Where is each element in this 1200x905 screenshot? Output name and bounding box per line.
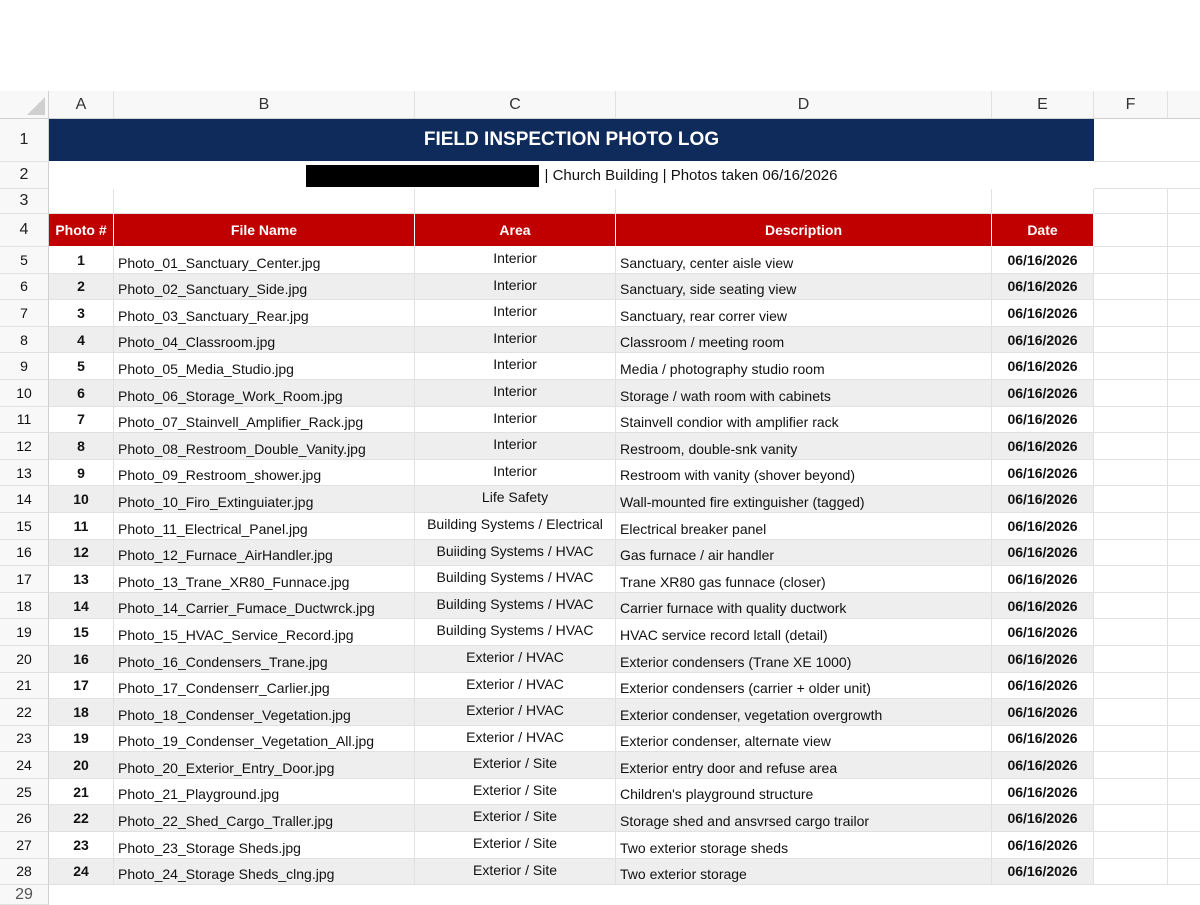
date-cell[interactable]: 06/16/2026	[992, 300, 1094, 327]
description-cell[interactable]: Storage / wath room with cabinets	[616, 380, 992, 407]
empty-cell[interactable]	[1094, 486, 1168, 513]
area-cell[interactable]: Building Systems / HVAC	[415, 619, 616, 646]
row-header[interactable]: 10	[0, 380, 49, 407]
table-row	[0, 805, 1200, 832]
sheet-row-4	[0, 214, 1200, 247]
file-name-cell[interactable]: Photo_04_Classroom.jpg	[114, 327, 415, 354]
empty-cell[interactable]	[1168, 214, 1200, 247]
empty-cell[interactable]	[1094, 119, 1200, 162]
file-name-cell[interactable]: Photo_19_Condenser_Vegetation_All.jpg	[114, 726, 415, 753]
area-cell[interactable]: Exterior / HVAC	[415, 699, 616, 726]
file-name-cell[interactable]: Photo_16_Condensers_Trane.jpg	[114, 646, 415, 673]
column-header-d[interactable]: D	[616, 91, 992, 119]
date-cell[interactable]: 06/16/2026	[992, 486, 1094, 513]
photo-number-cell[interactable]: 23	[49, 832, 114, 859]
column-header-a[interactable]: A	[49, 91, 114, 119]
date-cell[interactable]: 06/16/2026	[992, 619, 1094, 646]
description-cell[interactable]: Exterior condensers (carrier + older unit)	[616, 673, 992, 700]
empty-cell[interactable]	[1094, 433, 1168, 460]
photo-number-cell[interactable]: 10	[49, 486, 114, 513]
file-name-cell[interactable]: Photo_10_Firo_Extinguiater.jpg	[114, 486, 415, 513]
photo-number-cell[interactable]: 18	[49, 699, 114, 726]
empty-cell[interactable]	[1168, 353, 1200, 380]
area-cell[interactable]: Buiiding Systems / HVAC	[415, 540, 616, 567]
table-row	[0, 327, 1200, 354]
table-row	[0, 540, 1200, 567]
row-header[interactable]: 8	[0, 327, 49, 354]
description-cell[interactable]: Wall-mounted fire extinguisher (tagged)	[616, 486, 992, 513]
empty-cell[interactable]	[1094, 619, 1168, 646]
date-cell[interactable]: 06/16/2026	[992, 433, 1094, 460]
empty-cell[interactable]	[992, 189, 1094, 214]
table-row	[0, 380, 1200, 407]
date-cell[interactable]: 06/16/2026	[992, 752, 1094, 779]
empty-cell[interactable]	[1094, 593, 1168, 620]
row-header[interactable]: 26	[0, 805, 49, 832]
file-name-cell[interactable]: Photo_13_Trane_XR80_Funnace.jpg	[114, 566, 415, 593]
table-row	[0, 619, 1200, 646]
file-name-cell[interactable]: Photo_17_Condenserr_Carlier.jpg	[114, 673, 415, 700]
empty-cell[interactable]	[1094, 189, 1168, 214]
empty-cell[interactable]	[1168, 673, 1200, 700]
area-cell[interactable]: Exterior / Site	[415, 752, 616, 779]
table-row	[0, 433, 1200, 460]
area-cell[interactable]: Interior	[415, 327, 616, 354]
area-cell[interactable]: Building Systems / HVAC	[415, 593, 616, 620]
row-header[interactable]: 9	[0, 353, 49, 380]
file-name-cell[interactable]: Photo_23_Storage Sheds.jpg	[114, 832, 415, 859]
table-row	[0, 566, 1200, 593]
table-row	[0, 726, 1200, 753]
file-name-cell[interactable]: Photo_24_Storage Sheds_clng.jpg	[114, 859, 415, 886]
file-name-cell[interactable]: Photo_08_Restroom_Double_Vanity.jpg	[114, 433, 415, 460]
area-cell[interactable]: Interior	[415, 247, 616, 274]
file-name-cell[interactable]: Photo_07_Stainvell_Amplifier_Rack.jpg	[114, 407, 415, 434]
description-cell[interactable]: Carrier furnace with quality ductwork	[616, 593, 992, 620]
empty-cell[interactable]	[1168, 407, 1200, 434]
table-row	[0, 513, 1200, 540]
empty-cell[interactable]	[1168, 646, 1200, 673]
sheet-title[interactable]: FIELD INSPECTION PHOTO LOG	[49, 119, 1094, 161]
empty-cell[interactable]	[1168, 247, 1200, 274]
table-row	[0, 247, 1200, 274]
table-row	[0, 779, 1200, 806]
photo-number-cell[interactable]: 16	[49, 646, 114, 673]
empty-cell[interactable]	[1094, 699, 1168, 726]
row-header-partial[interactable]: 29	[0, 885, 49, 905]
description-cell[interactable]: Exterior condensers (Trane XE 1000)	[616, 646, 992, 673]
row-header[interactable]: 12	[0, 433, 49, 460]
file-name-cell[interactable]: Photo_22_Shed_Cargo_Traller.jpg	[114, 805, 415, 832]
area-cell[interactable]: Interior	[415, 407, 616, 434]
empty-cell[interactable]	[1094, 540, 1168, 567]
row-header[interactable]: 22	[0, 699, 49, 726]
row-header[interactable]: 28	[0, 859, 49, 886]
row-header[interactable]: 21	[0, 673, 49, 700]
row-header[interactable]: 5	[0, 247, 49, 274]
photo-number-cell[interactable]: 11	[49, 513, 114, 540]
photo-number-cell[interactable]: 20	[49, 752, 114, 779]
empty-cell[interactable]	[1168, 699, 1200, 726]
row-header-1[interactable]: 1	[0, 119, 49, 162]
photo-number-cell[interactable]: 2	[49, 274, 114, 301]
area-cell[interactable]: Exterior / Site	[415, 859, 616, 886]
description-cell[interactable]: Gas furnace / air handler	[616, 540, 992, 567]
row-header[interactable]: 24	[0, 752, 49, 779]
row-header-2[interactable]: 2	[0, 162, 49, 189]
row-header[interactable]: 19	[0, 619, 49, 646]
area-cell[interactable]: Exterior / HVAC	[415, 646, 616, 673]
description-cell[interactable]: Classroom / meeting room	[616, 327, 992, 354]
table-row	[0, 646, 1200, 673]
row-header[interactable]: 16	[0, 540, 49, 567]
empty-cell[interactable]	[114, 189, 415, 214]
area-cell[interactable]: Life Safety	[415, 486, 616, 513]
file-name-cell[interactable]: Photo_14_Carrier_Fumace_Ductwrck.jpg	[114, 593, 415, 620]
photo-number-cell[interactable]: 19	[49, 726, 114, 753]
empty-cell[interactable]	[1094, 327, 1168, 354]
area-cell[interactable]: Interior	[415, 274, 616, 301]
sheet-row-29-partial	[0, 885, 1200, 905]
photo-log-table-body	[0, 247, 1200, 885]
empty-cell[interactable]	[1168, 805, 1200, 832]
column-header-e[interactable]: E	[992, 91, 1094, 119]
date-cell[interactable]: 06/16/2026	[992, 859, 1094, 886]
description-cell[interactable]: Exterior condenser, vegetation overgrowth	[616, 699, 992, 726]
photo-number-cell[interactable]: 6	[49, 380, 114, 407]
column-header-c[interactable]: C	[415, 91, 616, 119]
photo-number-cell[interactable]: 1	[49, 247, 114, 274]
subtitle-line[interactable]	[49, 162, 1094, 189]
photo-number-cell[interactable]: 4	[49, 327, 114, 354]
description-cell[interactable]: Exterior condenser, alternate view	[616, 726, 992, 753]
row-header[interactable]: 17	[0, 566, 49, 593]
empty-cell[interactable]	[1168, 460, 1200, 487]
photo-number-cell[interactable]: 17	[49, 673, 114, 700]
empty-cell[interactable]	[1094, 214, 1168, 247]
empty-cell[interactable]	[1168, 189, 1200, 214]
date-cell[interactable]: 06/16/2026	[992, 779, 1094, 806]
date-cell[interactable]: 06/16/2026	[992, 460, 1094, 487]
area-cell[interactable]: Exterior / HVAC	[415, 673, 616, 700]
date-cell[interactable]: 06/16/2026	[992, 407, 1094, 434]
photo-number-cell[interactable]: 12	[49, 540, 114, 567]
header-date[interactable]: Date	[992, 214, 1094, 247]
description-cell[interactable]: Stainvell condior with amplifier rack	[616, 407, 992, 434]
column-header-b[interactable]: B	[114, 91, 415, 119]
file-name-cell[interactable]: Photo_12_Furnace_AirHandler.jpg	[114, 540, 415, 567]
row-header-4[interactable]: 4	[0, 214, 49, 247]
description-cell[interactable]: Media / photography studio room	[616, 353, 992, 380]
photo-number-cell[interactable]: 15	[49, 619, 114, 646]
empty-cell[interactable]	[1094, 353, 1168, 380]
empty-cell[interactable]	[1168, 540, 1200, 567]
file-name-cell[interactable]: Photo_21_Playground.jpg	[114, 779, 415, 806]
date-cell[interactable]: 06/16/2026	[992, 540, 1094, 567]
empty-cell[interactable]	[1094, 832, 1168, 859]
redacted-block	[306, 165, 539, 187]
select-all-icon	[27, 97, 45, 115]
empty-cell[interactable]	[1168, 274, 1200, 301]
file-name-cell[interactable]: Photo_18_Condenser_Vegetation.jpg	[114, 699, 415, 726]
area-cell[interactable]: Interior	[415, 380, 616, 407]
spreadsheet-grid	[0, 91, 1200, 905]
table-row	[0, 486, 1200, 513]
date-cell[interactable]: 06/16/2026	[992, 513, 1094, 540]
date-cell[interactable]: 06/16/2026	[992, 673, 1094, 700]
date-cell[interactable]: 06/16/2026	[992, 380, 1094, 407]
area-cell[interactable]: Exterior / Site	[415, 805, 616, 832]
empty-cell[interactable]	[1094, 162, 1200, 189]
date-cell[interactable]: 06/16/2026	[992, 274, 1094, 301]
area-cell[interactable]: Interior	[415, 300, 616, 327]
table-row	[0, 699, 1200, 726]
description-cell[interactable]: Sanctuary, side seating view	[616, 274, 992, 301]
empty-cell[interactable]	[1094, 513, 1168, 540]
empty-cell[interactable]	[616, 189, 992, 214]
empty-cell[interactable]	[1168, 566, 1200, 593]
file-name-cell[interactable]: Photo_05_Media_Studio.jpg	[114, 353, 415, 380]
empty-cell[interactable]	[1094, 407, 1168, 434]
area-cell[interactable]: Interior	[415, 433, 616, 460]
empty-cell[interactable]	[1168, 619, 1200, 646]
area-cell[interactable]: Exterior / Site	[415, 832, 616, 859]
empty-cell[interactable]	[1094, 805, 1168, 832]
table-row	[0, 460, 1200, 487]
header-file-name[interactable]: File Name	[114, 214, 415, 247]
description-cell[interactable]: Restroom with vanity (shover beyond)	[616, 460, 992, 487]
date-cell[interactable]: 06/16/2026	[992, 327, 1094, 354]
row-header[interactable]: 14	[0, 486, 49, 513]
table-row	[0, 752, 1200, 779]
select-all-corner[interactable]	[0, 91, 49, 119]
empty-cell[interactable]	[1094, 300, 1168, 327]
header-area[interactable]: Area	[415, 214, 616, 247]
row-header[interactable]: 15	[0, 513, 49, 540]
area-cell[interactable]: Building Systems / Electrical	[415, 513, 616, 540]
empty-cell[interactable]	[1168, 327, 1200, 354]
column-header-f[interactable]: F	[1094, 91, 1168, 119]
empty-cell[interactable]	[1094, 460, 1168, 487]
file-name-cell[interactable]: Photo_20_Exterior_Entry_Door.jpg	[114, 752, 415, 779]
photo-number-cell[interactable]: 8	[49, 433, 114, 460]
empty-cell[interactable]	[1094, 274, 1168, 301]
row-header[interactable]: 6	[0, 274, 49, 301]
date-cell[interactable]: 06/16/2026	[992, 593, 1094, 620]
file-name-cell[interactable]: Photo_02_Sanctuary_Side.jpg	[114, 274, 415, 301]
date-cell[interactable]: 06/16/2026	[992, 832, 1094, 859]
empty-cell[interactable]	[1094, 380, 1168, 407]
photo-number-cell[interactable]: 5	[49, 353, 114, 380]
empty-cell[interactable]	[1094, 726, 1168, 753]
empty-cell[interactable]	[1168, 593, 1200, 620]
row-header[interactable]: 27	[0, 832, 49, 859]
empty-cell[interactable]	[1168, 486, 1200, 513]
photo-number-cell[interactable]: 24	[49, 859, 114, 886]
row-header[interactable]: 7	[0, 300, 49, 327]
empty-cell[interactable]	[1168, 832, 1200, 859]
sheet-row-1	[0, 119, 1200, 162]
photo-number-cell[interactable]: 9	[49, 460, 114, 487]
empty-cell[interactable]	[1168, 513, 1200, 540]
subtitle-text: | Church Building | Photos taken 06/16/2026	[544, 167, 838, 184]
empty-cell[interactable]	[1094, 673, 1168, 700]
photo-number-cell[interactable]: 3	[49, 300, 114, 327]
description-cell[interactable]: Sanctuary, center aisle view	[616, 247, 992, 274]
date-cell[interactable]: 06/16/2026	[992, 247, 1094, 274]
empty-cell[interactable]	[1094, 247, 1168, 274]
file-name-cell[interactable]: Photo_11_Electrical_Panel.jpg	[114, 513, 415, 540]
table-row	[0, 353, 1200, 380]
description-cell[interactable]: Sanctuary, rear correr view	[616, 300, 992, 327]
empty-cell[interactable]	[1168, 433, 1200, 460]
table-row	[0, 593, 1200, 620]
row-header[interactable]: 11	[0, 407, 49, 434]
row-header[interactable]: 18	[0, 593, 49, 620]
date-cell[interactable]: 06/16/2026	[992, 353, 1094, 380]
file-name-cell[interactable]: Photo_03_Sanctuary_Rear.jpg	[114, 300, 415, 327]
date-cell[interactable]: 06/16/2026	[992, 566, 1094, 593]
description-cell[interactable]: Restroom, double-snk vanity	[616, 433, 992, 460]
description-cell[interactable]: Exterior entry door and refuse area	[616, 752, 992, 779]
column-header-row	[0, 91, 1200, 119]
header-description[interactable]: Description	[616, 214, 992, 247]
table-row	[0, 859, 1200, 886]
empty-cell[interactable]	[1094, 566, 1168, 593]
empty-cell[interactable]	[1168, 380, 1200, 407]
photo-number-cell[interactable]: 14	[49, 593, 114, 620]
description-cell[interactable]: HVAC service record lɛtall (detail)	[616, 619, 992, 646]
empty-cell[interactable]	[1094, 646, 1168, 673]
row-header[interactable]: 13	[0, 460, 49, 487]
empty-cell[interactable]	[415, 189, 616, 214]
empty-cell[interactable]	[1094, 859, 1168, 886]
table-row	[0, 407, 1200, 434]
empty-cell[interactable]	[1094, 752, 1168, 779]
description-cell[interactable]: Storage shed and ansvrsed cargo trailor	[616, 805, 992, 832]
empty-cell[interactable]	[1168, 752, 1200, 779]
row-header[interactable]: 23	[0, 726, 49, 753]
description-cell[interactable]: Trane XR80 gas funnace (closer)	[616, 566, 992, 593]
photo-number-cell[interactable]: 21	[49, 779, 114, 806]
photo-number-cell[interactable]: 22	[49, 805, 114, 832]
sheet-row-2	[0, 162, 1200, 189]
date-cell[interactable]: 06/16/2026	[992, 726, 1094, 753]
photo-number-cell[interactable]: 13	[49, 566, 114, 593]
sheet-row-3	[0, 189, 1200, 214]
table-row	[0, 832, 1200, 859]
description-cell[interactable]: Two exterior storage	[616, 859, 992, 886]
date-cell[interactable]: 06/16/2026	[992, 646, 1094, 673]
date-cell[interactable]: 06/16/2026	[992, 699, 1094, 726]
photo-number-cell[interactable]: 7	[49, 407, 114, 434]
file-name-cell[interactable]: Photo_09_Restroom_shower.jpg	[114, 460, 415, 487]
column-header-blank	[1168, 91, 1200, 119]
date-cell[interactable]: 06/16/2026	[992, 805, 1094, 832]
empty-cell[interactable]	[1168, 779, 1200, 806]
row-header[interactable]: 25	[0, 779, 49, 806]
empty-cell[interactable]	[1094, 779, 1168, 806]
header-photo-number[interactable]: Photo #	[49, 214, 114, 247]
description-cell[interactable]: Electrical breaker panel	[616, 513, 992, 540]
empty-cell[interactable]	[1168, 859, 1200, 886]
row-header-3[interactable]: 3	[0, 189, 49, 214]
area-cell[interactable]: Exterior / HVAC	[415, 726, 616, 753]
empty-cell[interactable]	[1168, 726, 1200, 753]
row-header[interactable]: 20	[0, 646, 49, 673]
empty-cell[interactable]	[49, 189, 114, 214]
table-row	[0, 300, 1200, 327]
area-cell[interactable]: Building Systems / HVAC	[415, 566, 616, 593]
description-cell[interactable]: Children's playground structure	[616, 779, 992, 806]
description-cell[interactable]: Two exterior storage sheds	[616, 832, 992, 859]
area-cell[interactable]: Interior	[415, 460, 616, 487]
table-row	[0, 274, 1200, 301]
empty-cell[interactable]	[1168, 300, 1200, 327]
area-cell[interactable]: Exterior / Site	[415, 779, 616, 806]
area-cell[interactable]: Interior	[415, 353, 616, 380]
file-name-cell[interactable]: Photo_06_Storage_Work_Room.jpg	[114, 380, 415, 407]
file-name-cell[interactable]: Photo_01_Sanctuary_Center.jpg	[114, 247, 415, 274]
table-row	[0, 673, 1200, 700]
file-name-cell[interactable]: Photo_15_HVAC_Service_Record.jpg	[114, 619, 415, 646]
